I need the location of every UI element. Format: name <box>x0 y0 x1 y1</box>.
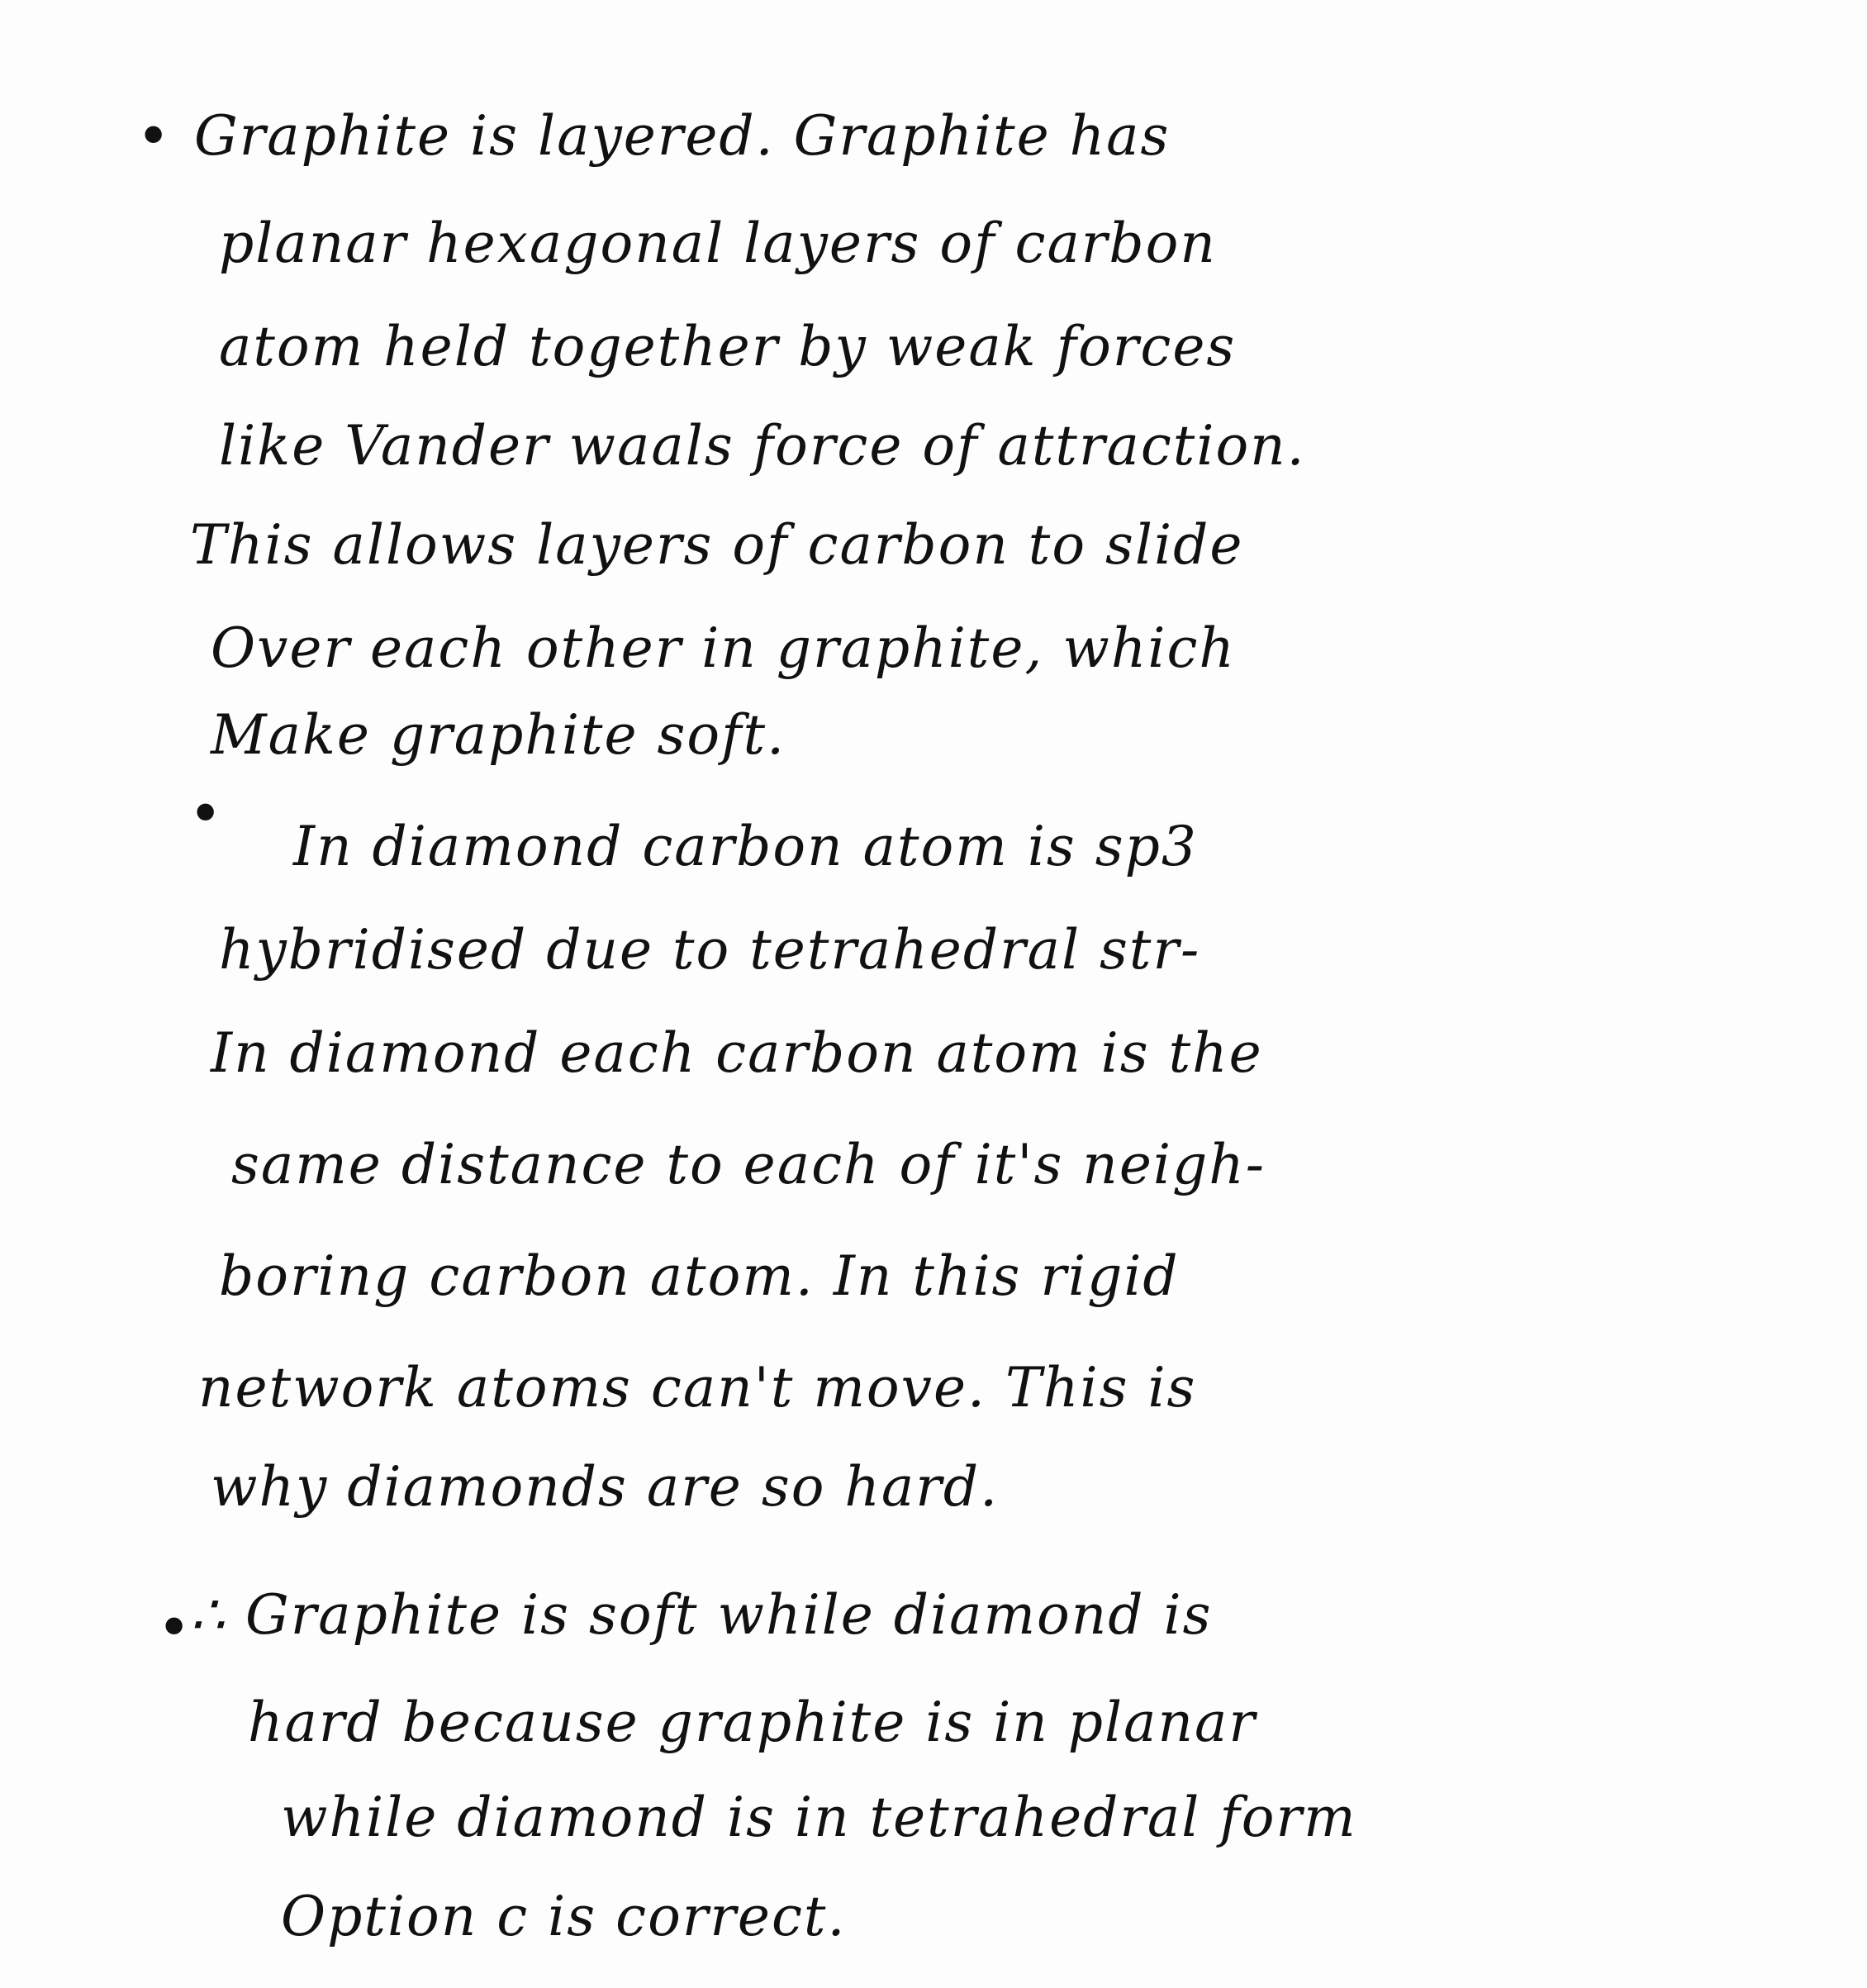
para1-line7: Make graphite soft. <box>211 703 786 767</box>
para2-line4: same distance to each of it's neigh- <box>231 1133 1266 1196</box>
para1-line6: Over each other in graphite, which <box>211 616 1236 680</box>
para2-line7: why diamonds are so hard. <box>211 1455 1000 1519</box>
bullet-1: • <box>136 102 171 170</box>
para2-line2: hybridised due to tetrahedral str- <box>219 918 1201 982</box>
para3-line4: Option c is correct. <box>281 1885 847 1948</box>
para2-line1: In diamond carbon atom is sp3 <box>293 815 1198 878</box>
para1-line2: planar hexagonal layers of carbon <box>219 212 1217 275</box>
para3-line2: hard because graphite is in planar <box>248 1691 1257 1754</box>
para1-line4: like Vander waals force of attraction. <box>219 414 1306 478</box>
bullet-2: • <box>188 780 223 848</box>
para1-line3: atom held together by weak forces <box>219 315 1237 378</box>
para3-line3: while diamond is in tetrahedral form <box>281 1786 1357 1849</box>
para1-line1: Graphite is layered. Graphite has <box>194 104 1171 168</box>
para2-line3: In diamond each carbon atom is the <box>211 1021 1263 1085</box>
para2-line6: network atoms can't move. This is <box>198 1356 1197 1420</box>
bullet-3: • <box>157 1594 192 1662</box>
para3-line1: ∴ Graphite is soft while diamond is <box>190 1583 1213 1647</box>
para2-line5: boring carbon atom. In this rigid <box>219 1244 1180 1308</box>
para1-line5: This allows layers of carbon to slide <box>190 513 1244 577</box>
